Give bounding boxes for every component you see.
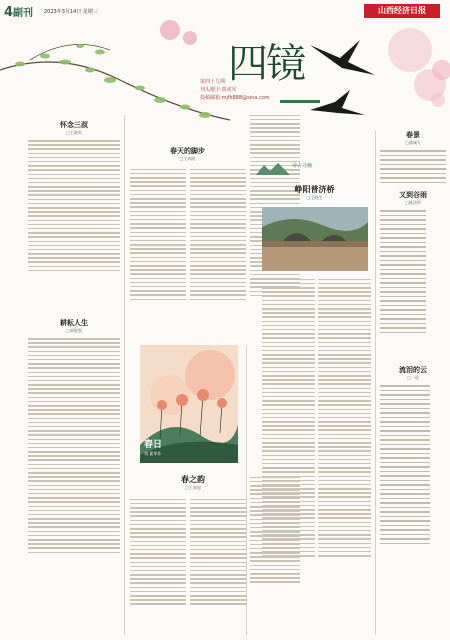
column-tag-mountain-icon (256, 160, 290, 179)
article-author: □王成晓 (179, 156, 196, 161)
article-title: 又到谷雨 (399, 190, 427, 199)
article-author: □潘诚九 (405, 140, 421, 145)
issue-date: 2023年3月14日 星期三 (44, 9, 98, 15)
painting-caption-title: 春日 (144, 440, 163, 450)
masthead-title: 四镜 (228, 41, 304, 87)
poem-body (380, 210, 426, 333)
article-author: □王晓英 (66, 130, 82, 135)
newspaper-logo: 山西经济日报 (364, 4, 440, 18)
masthead-editor: 刊头题字:贾虎军 (200, 87, 237, 93)
bridge-photo (262, 207, 368, 271)
blossom-branch-icon (0, 10, 230, 135)
column-divider (375, 130, 376, 635)
article-body (190, 166, 246, 303)
column-divider (246, 345, 247, 635)
article-chun-zhi-yun (140, 474, 246, 491)
article-title: 耕耘人生 (60, 318, 88, 327)
masthead-issue: 第四十九期 (200, 79, 226, 85)
article-body (262, 276, 315, 559)
blossom-icon (420, 40, 450, 130)
article-huai-nian-san-shu (28, 120, 120, 274)
page-number: 4副刊 (4, 5, 34, 20)
article-author: □王春旭 (185, 485, 201, 490)
column-tag: 诗古寻幽 (292, 163, 313, 169)
article-author: □王晓生 (306, 195, 323, 200)
article-chun-tian-de-jiao-bu (130, 146, 245, 162)
article-body (318, 276, 371, 559)
article-body (28, 338, 120, 553)
article-liu-lei-de-yun (380, 365, 446, 547)
poem-body (380, 150, 446, 183)
spring-painting (140, 345, 238, 463)
article-body (28, 140, 120, 271)
bridge-photo-image (262, 207, 368, 271)
article-title: 峥阳普济桥 (294, 184, 335, 194)
article-title: 怀念三叔 (60, 120, 88, 129)
article-title: 春天的脚步 (170, 146, 205, 155)
article-zheng-yang-pu-ji-qiao (262, 184, 367, 201)
article-author: □郝俊强 (66, 328, 82, 333)
article-chun-jing (380, 130, 446, 186)
article-geng-yun-ren-sheng (28, 318, 120, 556)
painting-caption-author: 刘 素华作 (144, 451, 162, 456)
article-you-dao-gu-yu (380, 190, 446, 336)
masthead-divider (280, 100, 320, 103)
article-title: 春景 (406, 130, 420, 139)
article-body (130, 496, 186, 608)
article-title: 春之韵 (181, 474, 205, 484)
article-body (190, 496, 246, 608)
article-title: 流泪的云 (399, 365, 427, 374)
article-body (130, 166, 186, 303)
article-author: □一晨 (407, 375, 419, 380)
article-author: □姚清华 (405, 200, 421, 205)
masthead-email: 投稿邮箱:mjfk888@sina.com (200, 95, 270, 101)
poem-body (380, 385, 430, 544)
column-divider (124, 115, 125, 635)
